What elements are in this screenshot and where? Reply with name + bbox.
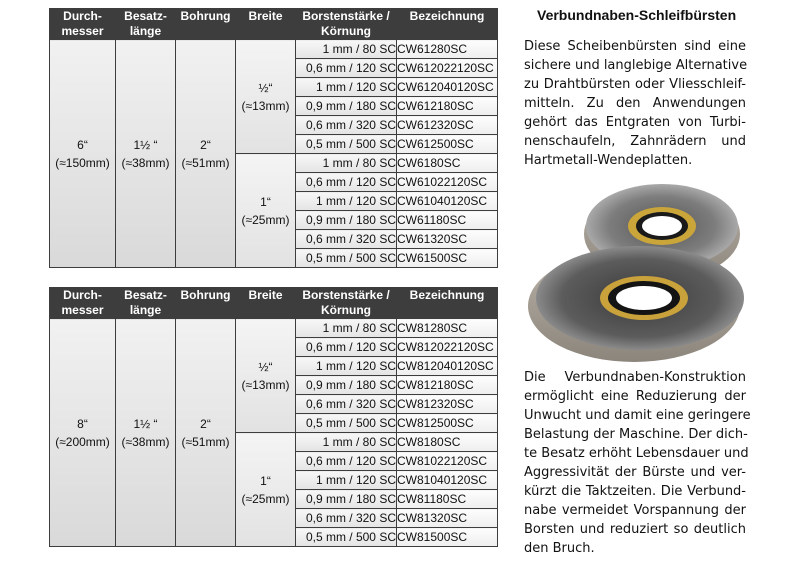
fill-length-cell: 1½ “ (≈38mm) (116, 319, 176, 547)
grit-cell: 0,6 mm / 120 SC (296, 59, 397, 78)
brush-product-image (522, 178, 748, 368)
header-bohrung: Bohrung (176, 9, 236, 40)
spec-table-8-inch (49, 287, 498, 547)
grit-cell: 0,6 mm / 120 SC (296, 452, 397, 471)
code-cell: CW61500SC (397, 249, 498, 268)
intro-paragraph (524, 37, 746, 170)
code-cell: CW612022120SC (397, 59, 498, 78)
code-cell: CW8180SC (397, 433, 498, 452)
grit-cell: 1 mm / 120 SC (296, 471, 397, 490)
grit-cell: 0,6 mm / 120 SC (296, 173, 397, 192)
code-cell: CW612040120SC (397, 78, 498, 97)
code-cell: CW6180SC (397, 154, 498, 173)
width-cell: 1“ (≈25mm) (236, 433, 296, 547)
paragraph-line: kürzt die Taktzeiten. Die Verbund- (524, 484, 746, 499)
header-besatzlaenge: Besatz- länge (116, 288, 176, 319)
bore-cell: 2“ (≈51mm) (176, 319, 236, 547)
paragraph-line: mitteln. Zu den Anwendungen (524, 96, 746, 111)
paragraph-line: nenschaufeln, Zahnrädern und (524, 134, 746, 149)
code-cell: CW81040120SC (397, 471, 498, 490)
grit-cell: 0,9 mm / 180 SC (296, 97, 397, 116)
paragraph-line: den Bruch. (524, 541, 595, 556)
paragraph-line: Hartmetall-Wendeplatten. (524, 153, 693, 168)
grit-cell: 1 mm / 80 SC (296, 319, 397, 338)
code-cell: CW81022120SC (397, 452, 498, 471)
paragraph-line: gehört das Entgraten von Turbi- (524, 115, 746, 130)
grit-cell: 0,6 mm / 320 SC (296, 116, 397, 135)
code-cell: CW61022120SC (397, 173, 498, 192)
code-cell: CW81280SC (397, 319, 498, 338)
header-bezeichnung: Bezeichnung (397, 288, 498, 319)
grit-cell: 1 mm / 80 SC (296, 433, 397, 452)
grit-cell: 0,6 mm / 320 SC (296, 395, 397, 414)
header-borsten: Borstenstärke / Körnung (296, 288, 397, 319)
code-cell: CW61040120SC (397, 192, 498, 211)
paragraph-line: nabe vermeidet Vorspannung der (524, 503, 746, 518)
paragraph-line: Diese Scheibenbürsten sind eine (524, 39, 746, 54)
paragraph-line: te Besatz erhöht Lebensdauer und (524, 446, 749, 461)
grit-cell: 1 mm / 120 SC (296, 357, 397, 376)
code-cell: CW612320SC (397, 116, 498, 135)
code-cell: CW81320SC (397, 509, 498, 528)
grit-cell: 0,5 mm / 500 SC (296, 135, 397, 154)
grit-cell: 1 mm / 120 SC (296, 78, 397, 97)
header-bezeichnung: Bezeichnung (397, 9, 498, 40)
grit-cell: 0,9 mm / 180 SC (296, 490, 397, 509)
code-cell: CW81180SC (397, 490, 498, 509)
code-cell: CW812040120SC (397, 357, 498, 376)
width-cell: ½“ (≈13mm) (236, 40, 296, 154)
grit-cell: 1 mm / 120 SC (296, 192, 397, 211)
header-durchmesser: Durch- messer (50, 288, 116, 319)
code-cell: CW612180SC (397, 97, 498, 116)
paragraph-line: sichere und langlebige Alternative (524, 58, 748, 73)
grit-cell: 0,6 mm / 320 SC (296, 230, 397, 249)
construction-paragraph (524, 368, 751, 558)
code-cell: CW61180SC (397, 211, 498, 230)
grit-cell: 0,5 mm / 500 SC (296, 249, 397, 268)
width-cell: 1“ (≈25mm) (236, 154, 296, 268)
header-besatzlaenge: Besatz- länge (116, 9, 176, 40)
paragraph-line: Belastung der Maschine. Der dich- (524, 427, 748, 442)
code-cell: CW61280SC (397, 40, 498, 59)
paragraph-line: Borsten und reduziert so deutlich (524, 522, 746, 537)
grit-cell: 0,9 mm / 180 SC (296, 211, 397, 230)
code-cell: CW812022120SC (397, 338, 498, 357)
paragraph-line: Aggressivität der Bürste und ver- (524, 465, 746, 480)
grit-cell: 0,5 mm / 500 SC (296, 414, 397, 433)
code-cell: CW612500SC (397, 135, 498, 154)
code-cell: CW812180SC (397, 376, 498, 395)
grit-cell: 0,9 mm / 180 SC (296, 376, 397, 395)
header-breite: Breite (236, 9, 296, 40)
section-title: Verbundnaben-Schleifbürsten (537, 7, 737, 23)
grit-cell: 1 mm / 80 SC (296, 40, 397, 59)
bore-cell: 2“ (≈51mm) (176, 40, 236, 268)
diameter-cell: 8“ (≈200mm) (50, 319, 116, 547)
paragraph-line: Unwucht und damit eine geringere (524, 408, 751, 423)
fill-length-cell: 1½ “ (≈38mm) (116, 40, 176, 268)
paragraph-line: zu Drahtbürsten oder Vliesschleif- (524, 77, 746, 92)
header-durchmesser: Durch- messer (50, 9, 116, 40)
grit-cell: 0,5 mm / 500 SC (296, 528, 397, 547)
spec-table-6-inch (49, 8, 498, 268)
code-cell: CW81500SC (397, 528, 498, 547)
code-cell: CW61320SC (397, 230, 498, 249)
width-cell: ½“ (≈13mm) (236, 319, 296, 433)
header-breite: Breite (236, 288, 296, 319)
code-cell: CW812320SC (397, 395, 498, 414)
grit-cell: 1 mm / 80 SC (296, 154, 397, 173)
grit-cell: 0,6 mm / 120 SC (296, 338, 397, 357)
code-cell: CW812500SC (397, 414, 498, 433)
paragraph-line: ermöglicht eine Reduzierung der (524, 389, 746, 404)
grit-cell: 0,6 mm / 320 SC (296, 509, 397, 528)
header-bohrung: Bohrung (176, 288, 236, 319)
table-row (50, 40, 498, 59)
paragraph-line: Die Verbundnaben-Konstruktion (524, 370, 746, 385)
header-borsten: Borstenstärke / Körnung (296, 9, 397, 40)
diameter-cell: 6“ (≈150mm) (50, 40, 116, 268)
table-row (50, 319, 498, 338)
